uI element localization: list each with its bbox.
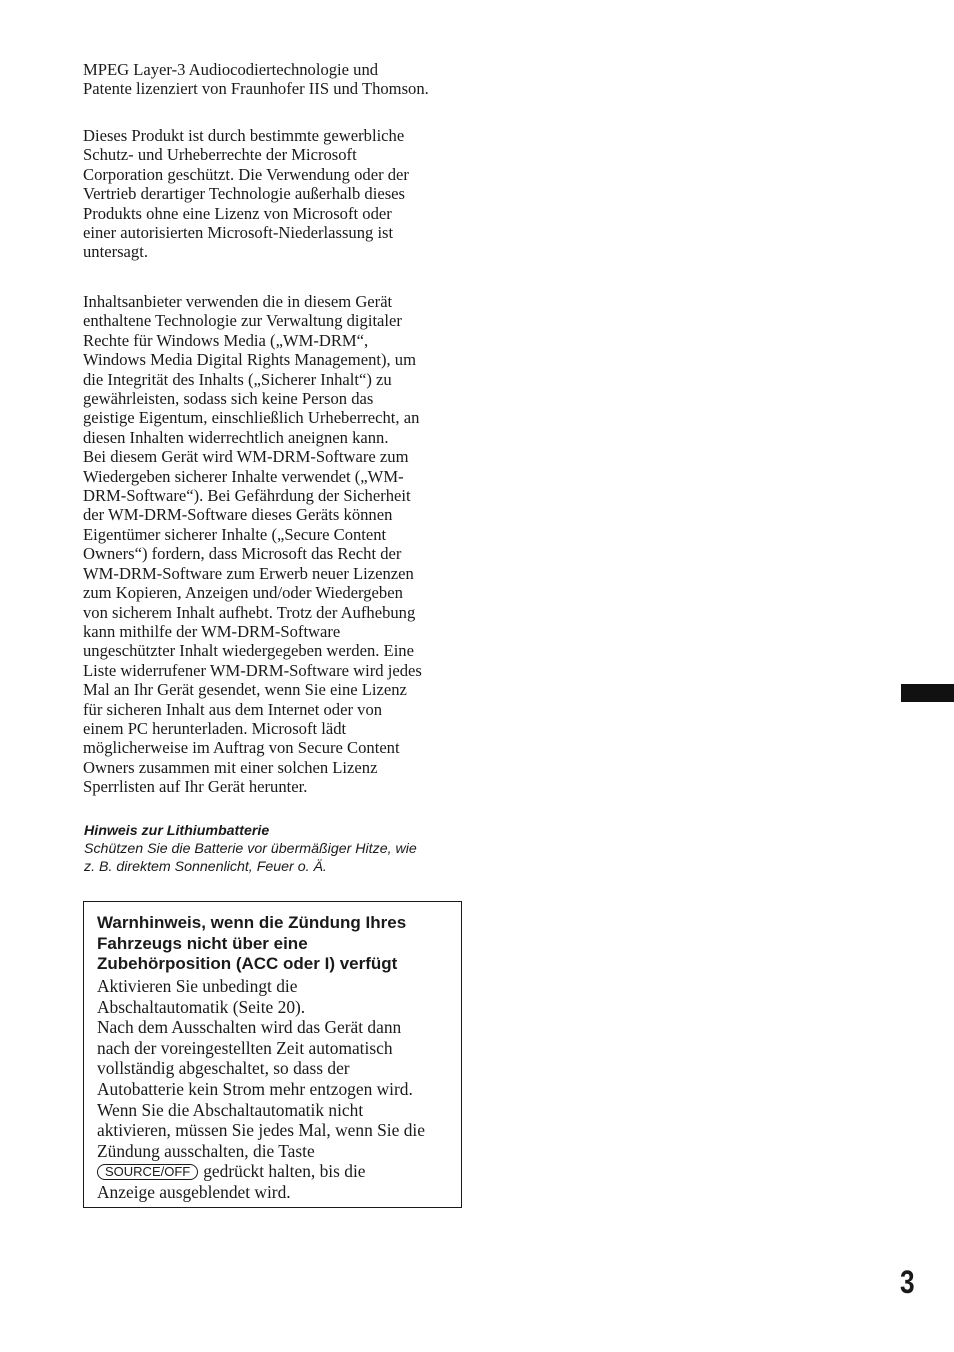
ignition-warning-body bbox=[97, 976, 462, 1203]
section-tab-marker bbox=[901, 684, 954, 702]
warning-line: aktivieren, müssen Sie jedes Mal, wenn Sie die bbox=[97, 1120, 425, 1141]
battery-note-body: Schützen Sie die Batterie vor übermäßiger Hitze, wie z. B. direktem Sonnenlicht, Feuer o. Ä. bbox=[84, 841, 417, 875]
warning-line: Aktivieren Sie unbedingt die bbox=[97, 976, 298, 996]
warning-line: Anzeige ausgeblendet wird. bbox=[97, 1181, 291, 1202]
warning-after-key-text: gedrückt halten, bis die bbox=[203, 1161, 366, 1182]
warning-line: Nach dem Ausschalten wird das Gerät dann bbox=[97, 1017, 402, 1038]
paragraph-mpeg-license: MPEG Layer-3 Audiocodiertechnologie und Patente lizenziert von Fraunhofer IIS und Thomson. bbox=[83, 60, 429, 99]
ignition-warning-title: Warnhinweis, wenn die Zündung Ihres Fahrzeugs nicht über eine Zubehörposition (ACC oder I) verfügt bbox=[97, 913, 407, 973]
battery-note-title: Hinweis zur Lithiumbatterie bbox=[84, 823, 270, 839]
ignition-warning-box bbox=[83, 901, 462, 1208]
paragraph-wm-drm: Inhaltsanbieter verwenden die in diesem Gerät enthaltene Technologie zur Verwaltung digitaler Rechte für Windows Media („WM-DRM“, Windows Media Digital Rights Management), um die Integrität des Inhalts („Sicherer Inhalt“) zu gewährleisten, sodass sich keine Person das geistige Eigentum, einschließlich Urheberrecht, an diesen Inhalten widerrechtlich aneignen kann. Bei diesem Gerät wird WM-DRM-Software zum Wiedergeben sicherer Inhalte verwendet („WM- DRM-Software“). Bei Gefährdung der Sicherheit der WM-DRM-Software dieses Geräts können Eigentümer sicherer Inhalte („Secure Content Owners“) fordern, dass Microsoft das Recht der WM-DRM-Software zum Erwerb neuer Lizenzen zum Kopieren, Anzeigen und/oder Wiedergeben von sicherem Inhalt aufhebt. Trotz der Aufhebung kann mithilfe der WM-DRM-Software ungeschützter Inhalt wiedergegeben werden. Eine Liste widerrufener WM-DRM-Software wird jedes Mal an Ihr Gerät gesendet, wenn Sie eine Lizenz für sicheren Inhalt aus dem Internet oder von einem PC herunterladen. Microsoft lädt möglicherweise im Auftrag von Secure Content Owners zusammen mit einer solchen Lizenz Sperrlisten auf Ihr Gerät herunter. bbox=[83, 292, 422, 797]
warning-line: Wenn Sie die Abschaltautomatik nicht bbox=[97, 1099, 364, 1120]
warning-line: nach der voreingestellten Zeit automatisch bbox=[97, 1037, 393, 1058]
warning-line: Abschaltautomatik (Seite 20). bbox=[97, 996, 306, 1017]
warning-line: Zündung ausschalten, die Taste bbox=[97, 1140, 315, 1161]
source-off-key-label: SOURCE/OFF bbox=[97, 1164, 198, 1180]
paragraph-microsoft-ip: Dieses Produkt ist durch bestimmte gewerbliche Schutz- und Urheberrechte der Microsoft Corporation geschützt. Die Verwendung oder der Vertrieb derartiger Technologie außerhalb dieses Produkts ohne eine Lizenz von Microsoft oder einer autorisierten Microsoft-Niederlassung ist untersagt. bbox=[83, 126, 409, 262]
warning-line: Autobatterie kein Strom mehr entzogen wird. bbox=[97, 1078, 413, 1099]
warning-line: vollständig abgeschaltet, so dass der bbox=[97, 1058, 350, 1079]
warning-line-with-key bbox=[97, 1161, 462, 1182]
page-number: 3 bbox=[900, 1264, 915, 1300]
battery-note bbox=[84, 822, 474, 876]
